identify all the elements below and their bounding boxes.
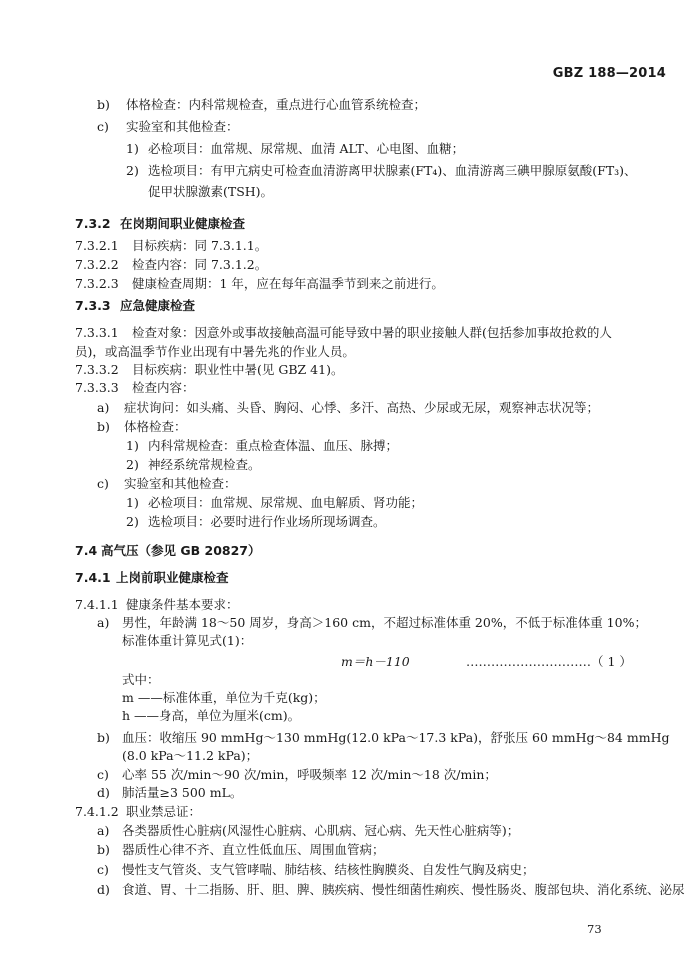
text-line: 检查对象：因意外或事故接触高温可能导致中暑的职业接触人群(包括参加事故抢救的人 bbox=[132, 325, 612, 340]
text-line: 血压：收缩压 90 mmHg～130 mmHg(12.0 kPa～17.3 kPa)，舒张压 60 mmHg～84 mmHg bbox=[122, 730, 670, 745]
item-label: 2) bbox=[126, 514, 139, 529]
clause-number: 7.4.1.1 bbox=[75, 597, 119, 612]
text-line: 检查内容： bbox=[132, 380, 195, 395]
item-label: a) bbox=[97, 615, 110, 630]
item-label: b) bbox=[97, 419, 110, 434]
text-line: 目标疾病：职业性中暑(见 GBZ 41)。 bbox=[132, 362, 344, 377]
text-line: 症状询问：如头痛、头昏、胸闷、心悸、多汗、高热、少尿或无尿，观察神志状况等； bbox=[124, 400, 600, 415]
item-label: 2) bbox=[126, 163, 139, 178]
item-label: b) bbox=[97, 97, 110, 112]
item-label: b) bbox=[97, 730, 110, 745]
text-line: 慢性支气管炎、支气管哮喘、肺结核、结核性胸膜炎、自发性气胸及病史； bbox=[122, 862, 535, 877]
text-line: m ——标准体重，单位为千克(kg)； bbox=[122, 690, 326, 705]
section-title: 应急健康检查 bbox=[120, 298, 196, 313]
page-number: 73 bbox=[587, 922, 602, 936]
item-label: d) bbox=[97, 882, 110, 897]
clause-number: 7.3.2.3 bbox=[75, 276, 119, 291]
text-line: 式中： bbox=[122, 672, 160, 687]
item-label: c) bbox=[97, 476, 109, 491]
text-line: 选检项目：有甲亢病史可检查血清游离甲状腺素(FT₄)、血清游离三碘甲腺原氨酸(FT₃)、 bbox=[148, 163, 637, 178]
section-number: 7.3.2 bbox=[75, 216, 111, 231]
formula: m＝h－110 bbox=[341, 654, 410, 669]
item-label: a) bbox=[97, 400, 110, 415]
text-line: 各类器质性心脏病(风湿性心脏病、心肌病、冠心病、先天性心脏病等)； bbox=[122, 823, 520, 838]
section-title: 在岗期间职业健康检查 bbox=[120, 216, 246, 231]
text-line: 器质性心律不齐、直立性低血压、周围血管病； bbox=[122, 842, 385, 857]
text-line: 健康条件基本要求： bbox=[126, 597, 239, 612]
text-line: 体格检查： bbox=[124, 419, 187, 434]
text-line: 食道、胃、十二指肠、肝、胆、脾、胰疾病、慢性细菌性痢疾、慢性肠炎、腹部包块、消化系统、泌尿 bbox=[122, 882, 685, 897]
section-number: 7.4 bbox=[75, 543, 98, 558]
item-label: 1) bbox=[126, 141, 139, 156]
text-line: 必检项目：血常规、尿常规、血电解质、肾功能； bbox=[148, 495, 424, 510]
item-label: 2) bbox=[126, 457, 139, 472]
item-label: c) bbox=[97, 862, 109, 877]
clause-number: 7.3.2.2 bbox=[75, 257, 119, 272]
clause-number: 7.3.2.1 bbox=[75, 238, 119, 253]
item-label: a) bbox=[97, 823, 110, 838]
text-line: (8.0 kPa～11.2 kPa)； bbox=[122, 748, 259, 763]
text-line: 健康检查周期：1 年，应在每年高温季节到来之前进行。 bbox=[132, 276, 444, 291]
item-label: b) bbox=[97, 842, 110, 857]
item-label: c) bbox=[97, 119, 109, 134]
item-label: 1) bbox=[126, 438, 139, 453]
clause-number: 7.4.1.2 bbox=[75, 804, 119, 819]
text-line: 内科常规检查：重点检查体温、血压、脉搏； bbox=[148, 438, 399, 453]
text-line: 男性，年龄满 18～50 周岁，身高＞160 cm，不超过标准体重 20%，不低于标准体重 10%； bbox=[122, 615, 647, 630]
text-line: 必检项目：血常规、尿常规、血清 ALT、心电图、血糖； bbox=[148, 141, 465, 156]
text-line: 选检项目：必要时进行作业场所现场调查。 bbox=[148, 514, 386, 529]
text-line: 职业禁忌证： bbox=[126, 804, 202, 819]
section-number: 7.4.1 bbox=[75, 570, 111, 585]
standard-code: GBZ 188—2014 bbox=[552, 66, 666, 81]
text-line: h ——身高，单位为厘米(cm)。 bbox=[122, 708, 301, 723]
section-title: 高气压（参见 GB 20827） bbox=[101, 543, 261, 558]
text-line: 目标疾病：同 7.3.1.1。 bbox=[132, 238, 268, 253]
text-line: 神经系统常规检查。 bbox=[148, 457, 261, 472]
clause-number: 7.3.3.1 bbox=[75, 325, 119, 340]
text-line: 员)，或高温季节作业出现有中暑先兆的作业人员。 bbox=[75, 344, 355, 359]
text-line: 检查内容：同 7.3.1.2。 bbox=[132, 257, 268, 272]
item-label: c) bbox=[97, 767, 109, 782]
item-label: d) bbox=[97, 785, 110, 800]
clause-number: 7.3.3.2 bbox=[75, 362, 119, 377]
item-label: 1) bbox=[126, 495, 139, 510]
text-line: 体格检查：内科常规检查，重点进行心血管系统检查； bbox=[126, 97, 427, 112]
text-line: 标准体重计算见式(1)： bbox=[122, 633, 253, 648]
section-title: 上岗前职业健康检查 bbox=[116, 570, 229, 585]
text-line: 心率 55 次/min～90 次/min，呼吸频率 12 次/min～18 次/min； bbox=[122, 767, 497, 782]
section-number: 7.3.3 bbox=[75, 298, 111, 313]
text-line: 实验室和其他检查： bbox=[124, 476, 237, 491]
text-line: 实验室和其他检查： bbox=[126, 119, 239, 134]
clause-number: 7.3.3.3 bbox=[75, 380, 119, 395]
formula-number: …………………………（ 1 ） bbox=[466, 654, 632, 669]
text-line: 肺活量≥3 500 mL。 bbox=[122, 785, 243, 800]
text-line: 促甲状腺激素(TSH)。 bbox=[148, 184, 274, 199]
